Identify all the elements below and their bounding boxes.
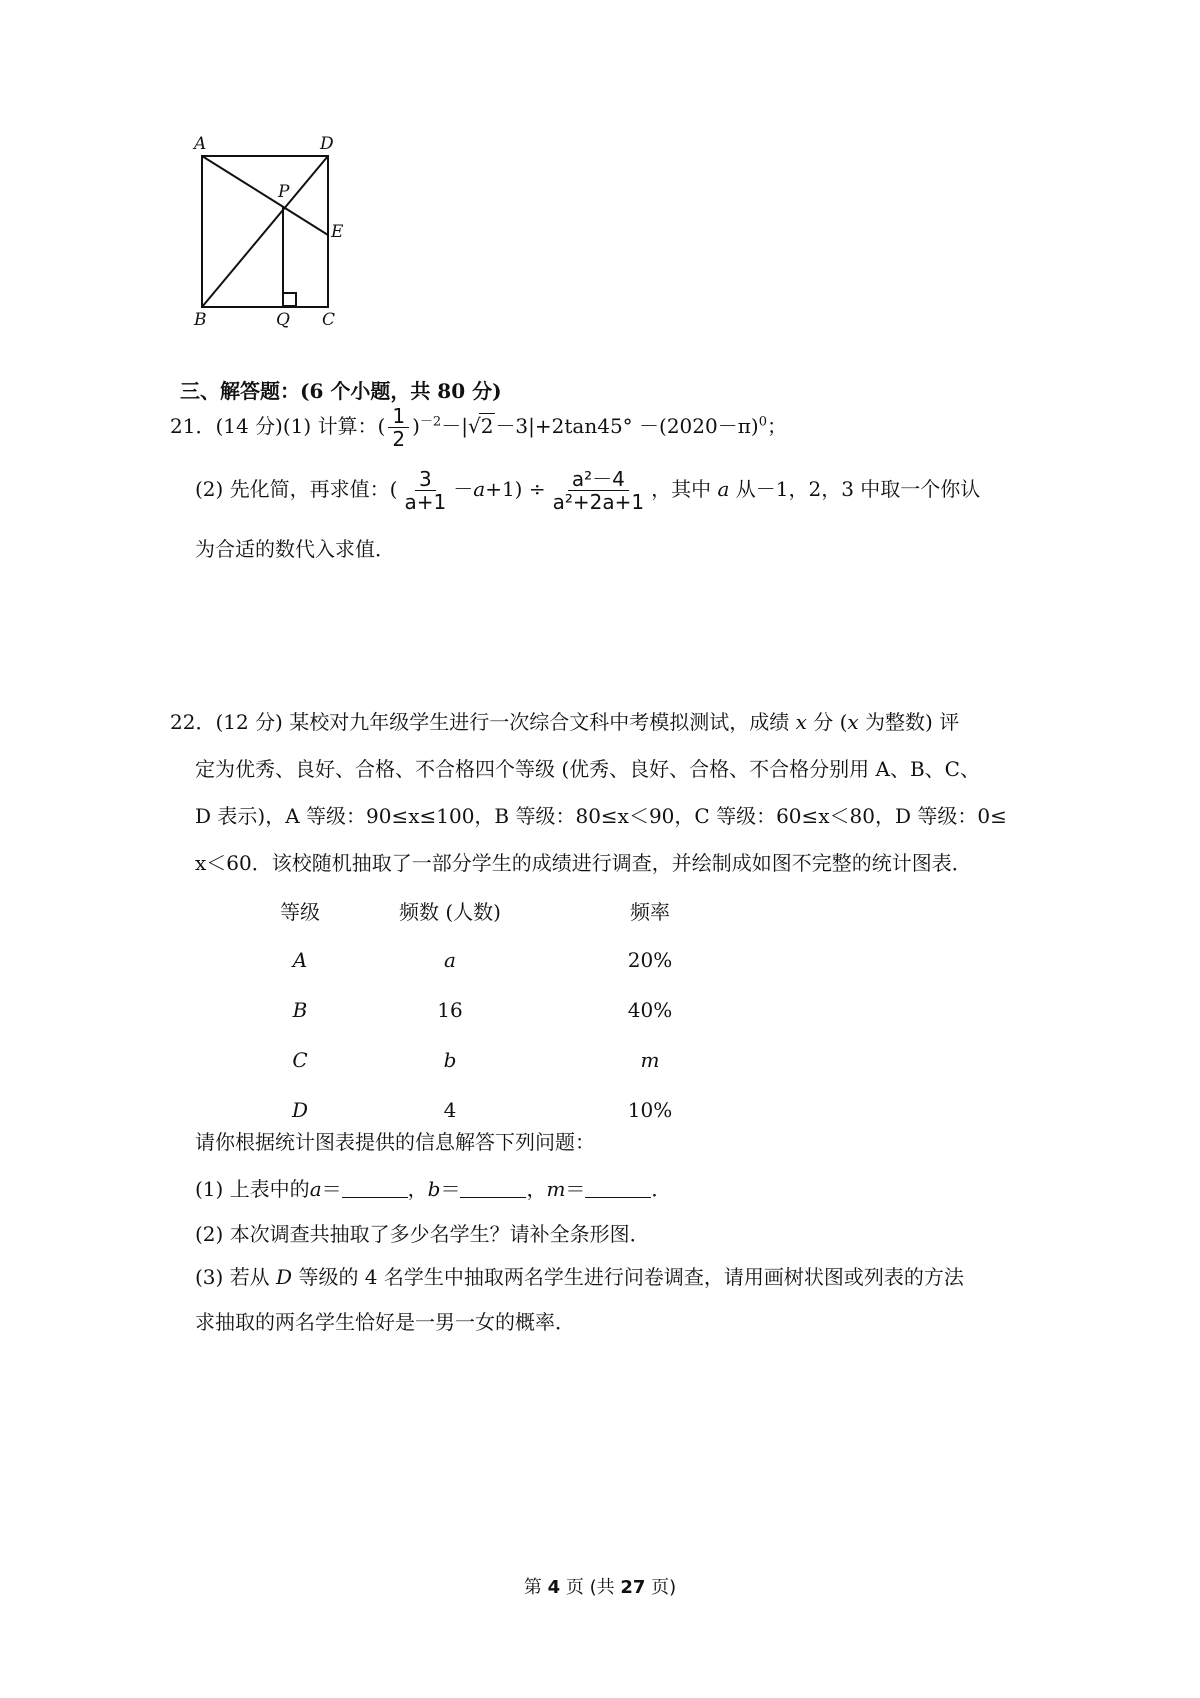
table-header: 频率 (630, 899, 670, 924)
q21-minus: － (453, 477, 474, 501)
sub1-prefix: (1) 上表中的 (195, 1177, 310, 1201)
table-header-row (250, 885, 750, 935)
frac3-den: a²+2a+1 (552, 490, 645, 514)
q22-number: 22． (170, 710, 216, 734)
sqrt-sign: √ (467, 414, 481, 438)
frac3-num: a²－4 (568, 468, 629, 491)
table-cell: 40% (627, 998, 673, 1022)
table-row (250, 935, 750, 985)
q21-part1-rest: －3|+2tan45° －(2020－π) (495, 414, 759, 438)
table-header: 频数 (人数) (399, 899, 501, 924)
q22-line3: D 表示)，A 等级：90≤x≤100，B 等级：80≤x＜90，C 等级：60≤x＜80，D 等级：0≤ (195, 804, 1007, 828)
table-cell: 4 (443, 1098, 457, 1122)
sub3-rest: 等级的 4 名学生中抽取两名学生进行问卷调查，请用画树状图或列表的方法 (298, 1265, 964, 1289)
var-x-2: x (847, 710, 859, 734)
q22-sub2: (2) 本次调查共抽取了多少名学生？请补全条形图． (195, 1222, 650, 1246)
table-cell: C (292, 1048, 308, 1072)
frac2-num: 3 (415, 468, 436, 491)
comma: ， (407, 1177, 428, 1201)
footer-pre: 第 (523, 1577, 548, 1598)
equals: ＝ (565, 1177, 586, 1201)
q21-part2-prefix: (2) 先化简，再求值：( (195, 477, 398, 501)
label-p: P (278, 182, 290, 202)
equals: ＝ (321, 1177, 342, 1201)
table-cell: a (444, 948, 456, 972)
var-m: m (546, 1177, 566, 1201)
right-angle-mark (283, 293, 296, 306)
q22-sub1 (195, 1177, 671, 1201)
geometry-figure (194, 134, 360, 340)
q21-part1-end: ； (766, 414, 787, 438)
answer-blank-b[interactable] (460, 1179, 526, 1198)
q22-sub3-line2: 求抽取的两名学生恰好是一男一女的概率． (195, 1310, 575, 1334)
table-cell: 10% (627, 1098, 673, 1122)
fraction-3-over-a1 (401, 468, 451, 513)
q21-number: 21． (170, 414, 216, 438)
footer-post: 页) (645, 1577, 677, 1598)
q21-part1: 21．(14 分)(1) 计算：( $\frac{1}{2}$ )$^{-2}-|√2 -3|+2\tan 45^\circ -(2020-\pi)^0$； (170, 404, 787, 451)
var-x: x (795, 710, 807, 734)
answer-blank-a[interactable] (342, 1179, 408, 1198)
table-cell: 16 (437, 998, 463, 1022)
sqrt-radicand: 2 (480, 414, 494, 438)
page-footer (0, 1573, 1200, 1599)
answer-blank-m[interactable] (585, 1179, 651, 1198)
table-row (250, 1035, 750, 1085)
frac1-num: 1 (388, 405, 409, 428)
q22-prompt: 请你根据统计图表提供的信息解答下列问题： (195, 1130, 595, 1154)
fraction-one-half (388, 405, 409, 450)
table-cell: B (292, 998, 308, 1022)
table-cell: D (291, 1098, 309, 1122)
table-cell: A (292, 948, 308, 972)
comma: ， (526, 1177, 547, 1201)
sub3-prefix: (3) 若从 (195, 1265, 270, 1289)
table-cell: 20% (627, 948, 673, 972)
table-header: 等级 (280, 899, 320, 924)
table-cell: b (443, 1048, 457, 1072)
q22-line1-mid: 分 ( (813, 710, 848, 734)
segment-ae (202, 156, 328, 235)
label-b: B (194, 310, 207, 330)
abs-open: －| (441, 414, 468, 438)
q21-part2 (195, 468, 980, 513)
fraction-a2-4 (549, 468, 649, 513)
frequency-table (250, 885, 750, 1135)
table-row (250, 1085, 750, 1135)
q21-part2-line2: 为合适的数代入求值． (195, 537, 395, 561)
q22-sub3 (195, 1265, 964, 1289)
total-pages: 27 (620, 1577, 646, 1598)
table-row (250, 985, 750, 1035)
period: ． (651, 1177, 672, 1201)
var-a: a (309, 1177, 322, 1201)
q22-line2: 定为优秀、良好、合格、不合格四个等级 (优秀、良好、合格、不合格分别用 A、B、C、 (195, 757, 980, 781)
q22-line1 (170, 710, 959, 734)
footer-mid: 页 (共 (560, 1577, 621, 1598)
label-c: C (322, 310, 336, 330)
frac1-den: 2 (392, 427, 406, 451)
equals: ＝ (440, 1177, 461, 1201)
q22-line4: x＜60．该校随机抽取了一部分学生的成绩进行调查，并绘制成如图不完整的统计图表． (195, 851, 972, 875)
table-cell: m (640, 1048, 660, 1072)
label-q: Q (276, 310, 290, 330)
var-d: D (276, 1265, 293, 1289)
section-title: 三、解答题：(6 个小题，共 80 分) (180, 379, 502, 403)
label-a: A (194, 134, 207, 154)
q22-line1-rest: (12 分) 某校对九年级学生进行一次综合文科中考模拟测试，成绩 (215, 710, 790, 734)
exp-neg2: －2 (419, 414, 442, 430)
var-a: a (473, 477, 486, 501)
q21-tail2: 从－1，2，3 中取一个你认 (735, 477, 981, 501)
label-e: E (331, 222, 344, 242)
q22-line1-end: 为整数) 评 (865, 710, 960, 734)
q21-tail1: ，其中 (651, 477, 712, 501)
label-d: D (320, 134, 334, 154)
segment-bd (202, 156, 328, 307)
frac2-den: a+1 (404, 490, 447, 514)
page-number: 4 (547, 1577, 561, 1598)
exp-zero: 0 (758, 414, 767, 430)
q21-part1-prefix: (1) 计算：( (282, 414, 386, 438)
var-a-2: a (717, 477, 730, 501)
q21-score: (14 分) (215, 414, 283, 438)
var-b: b (427, 1177, 441, 1201)
q21-div: +1) ÷ (485, 477, 546, 501)
